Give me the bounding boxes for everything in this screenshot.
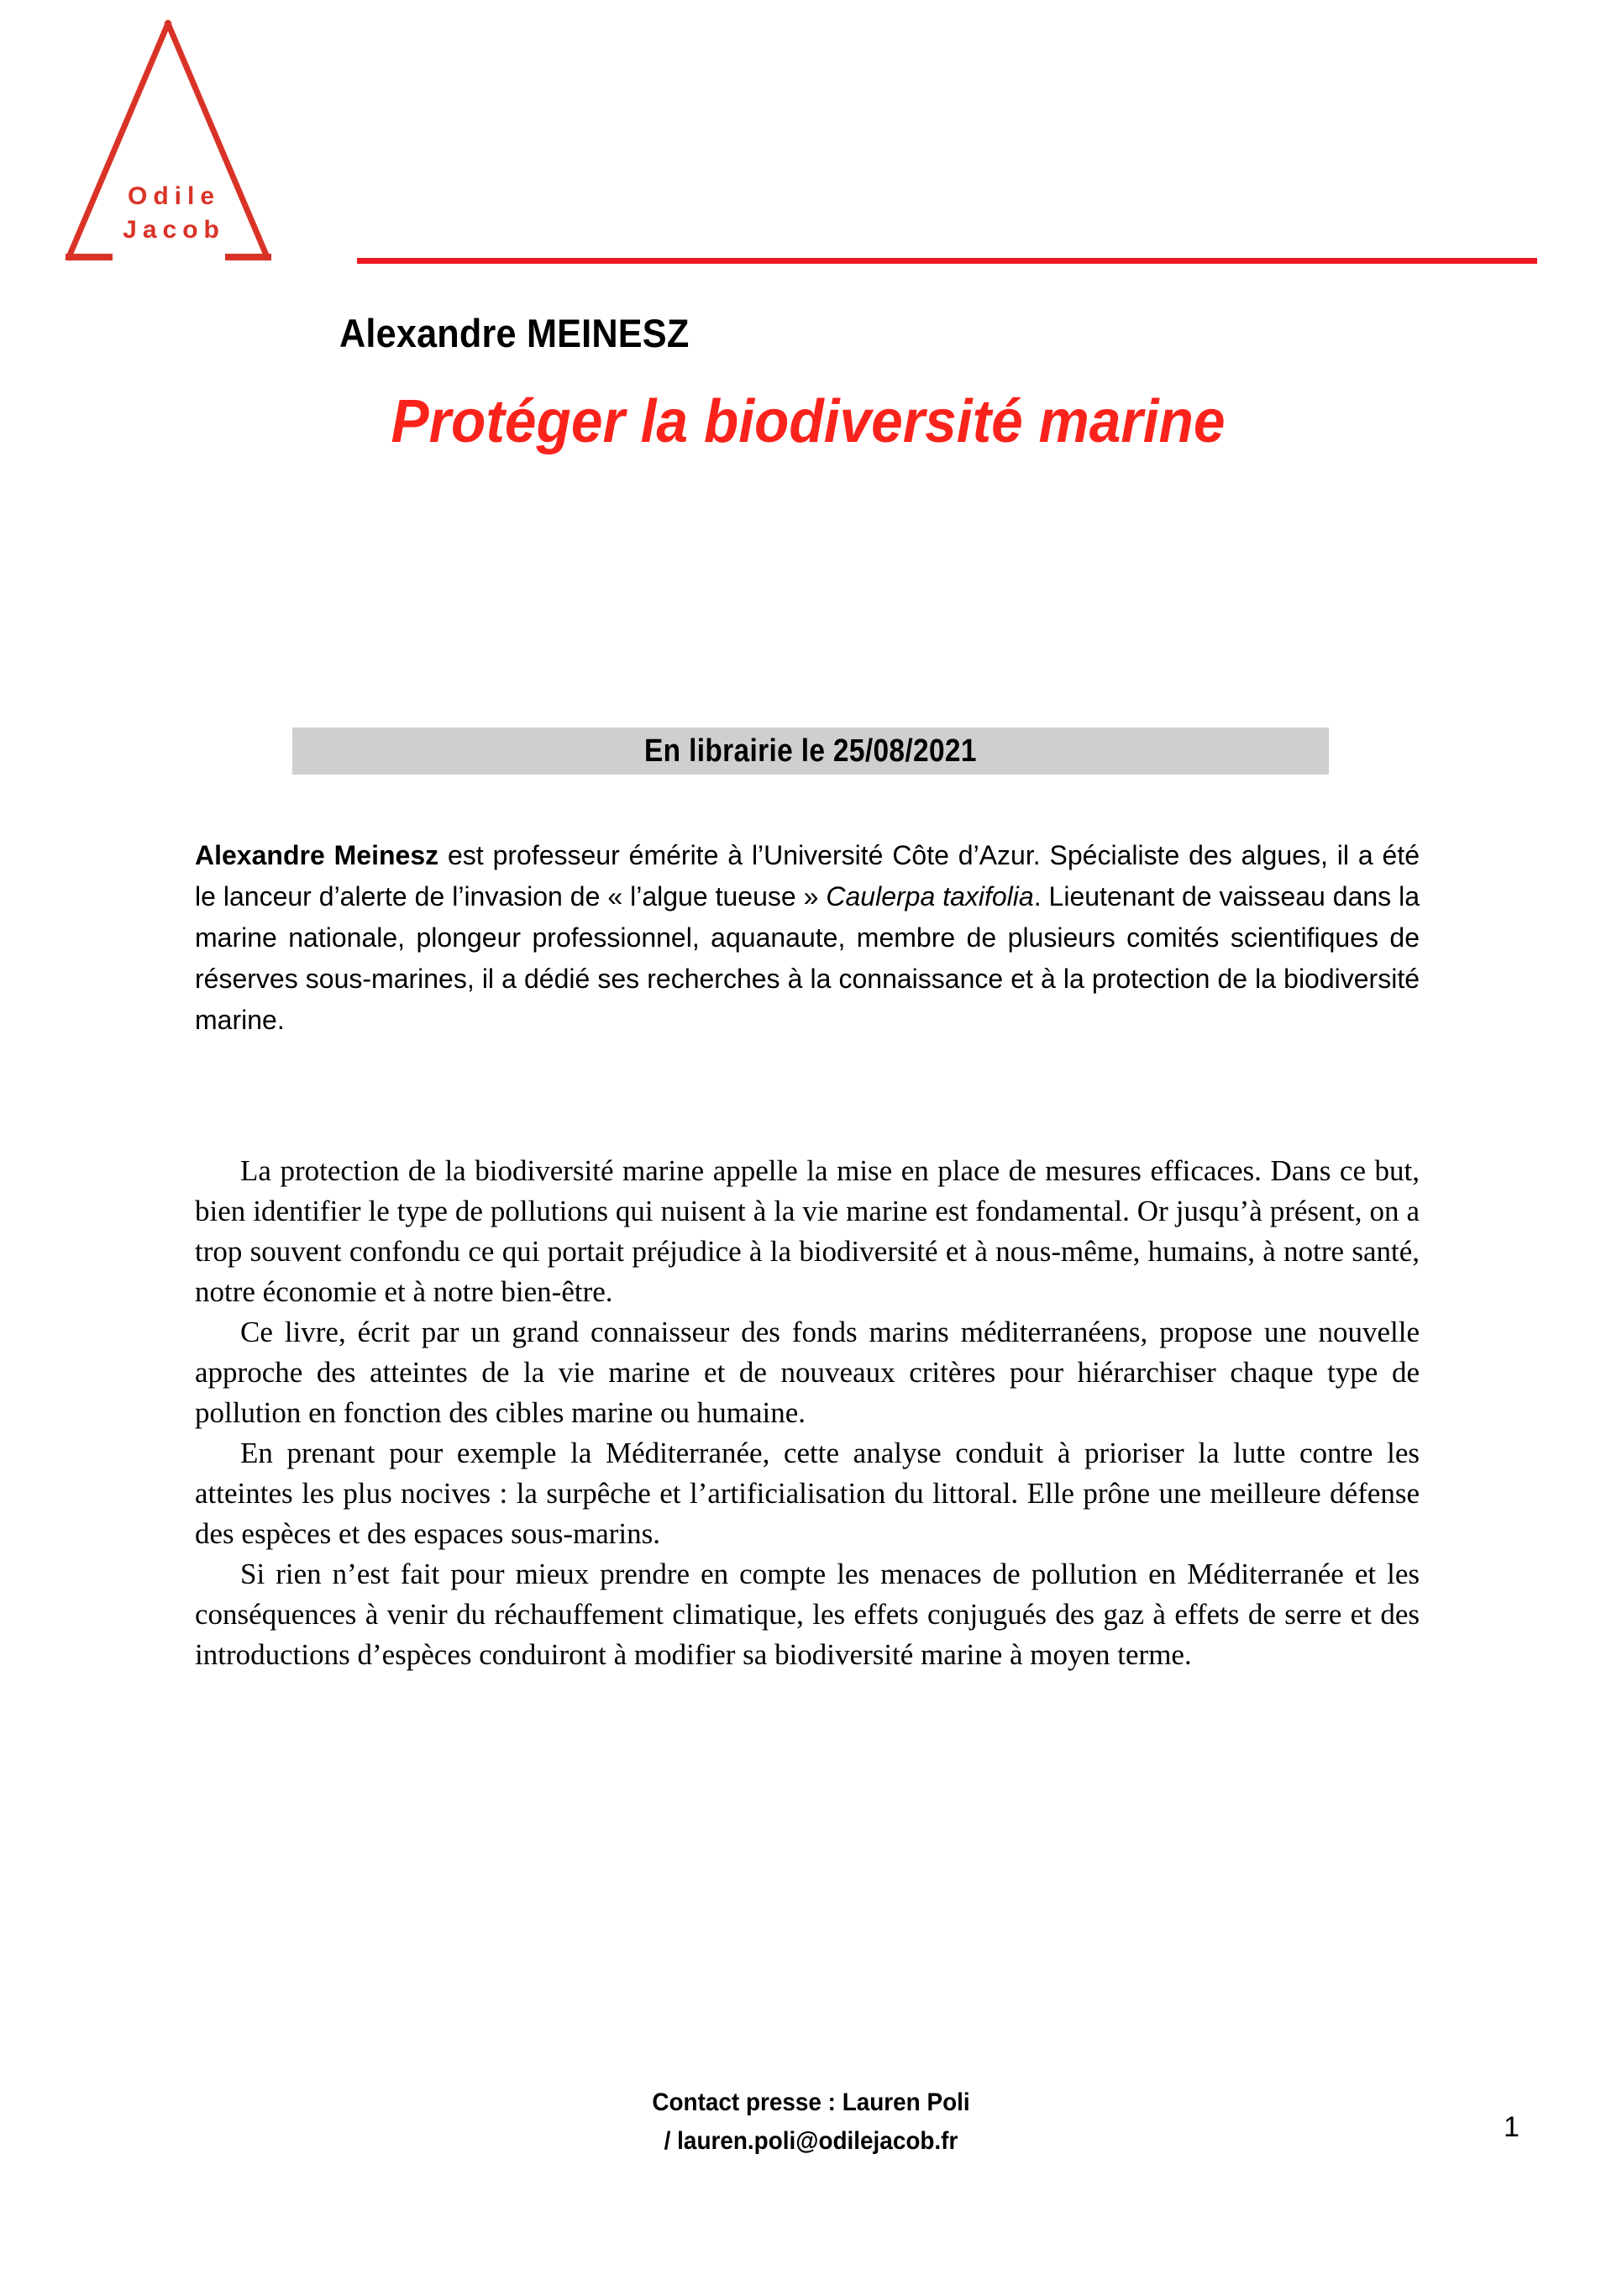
title-block	[195, 311, 1421, 456]
release-date-banner	[292, 728, 1329, 775]
publisher-logo-line1: Odile	[127, 182, 220, 210]
bio-segment-2: . Lieutenant de vaisseau dans la marine nationale, plongeur professionnel, aquanaute, membre de plusieurs comités scientifiques de réserves sous-marines, il a dédié ses recherches à la connaissance et à la protection de la biodiversité marine.	[195, 881, 1420, 1035]
bio-segment-1: est professeur émérite à l’Université Côte d’Azur. Spécialiste des algues, il a été le lanceur d’alerte de l’invasion de « l’algue tueuse »	[195, 840, 1420, 912]
publisher-logo	[60, 15, 346, 267]
body-paragraph: Ce livre, écrit par un grand connaisseur des fonds marins méditerranéens, propose une nouvelle approche des atteintes de la vie marine et de nouveaux critères pour hiérarchiser chaque type de pollution en fonction des cibles marine ou humaine.	[195, 1316, 1420, 1429]
bio-author-name: Alexandre Meinesz	[195, 840, 439, 870]
author-name: Alexandre MEINESZ	[339, 311, 690, 355]
book-description	[195, 1151, 1420, 1675]
body-paragraph: La protection de la biodiversité marine appelle la mise en place de mesures efficaces. Dans ce but, bien identifier le type de pollutions qui nuisent à la vie marine est fondamental. Or jusqu’à présent, on a trop souvent confondu ce qui portait préjudice à la biodiversité et à nous-même, humains, à notre santé, notre économie et à notre bien-être.	[195, 1154, 1420, 1308]
header-divider-rule	[357, 258, 1537, 264]
bio-species-name: Caulerpa taxifolia	[826, 881, 1034, 912]
book-title: Protéger la biodiversité marine	[391, 388, 1226, 456]
release-date-label: En librairie le 25/08/2021	[644, 733, 977, 769]
publisher-logo-wordmark	[94, 180, 254, 247]
press-contact-name: Contact presse : Lauren Poli	[652, 2088, 970, 2116]
publisher-logo-line2: Jacob	[123, 216, 225, 244]
page-number: 1	[1504, 2111, 1520, 2143]
press-contact-email[interactable]: / lauren.poli@odilejacob.fr	[664, 2127, 958, 2155]
body-paragraph: En prenant pour exemple la Méditerranée, cette analyse conduit à prioriser la lutte contre les atteintes les plus nocives : la surpêche et l’artificialisation du littoral. Elle prône une meilleure défense des espèces et des espaces sous-marins.	[195, 1437, 1420, 1550]
press-contact-block	[57, 2083, 1566, 2161]
body-paragraph: Si rien n’est fait pour mieux prendre en compte les menaces de pollution en Méditerranée et les conséquences à venir du réchauffement climatique, les effets conjugués des gaz à effets de serre et des introductions d’espèces conduiront à modifier sa biodiversité marine à moyen terme.	[195, 1558, 1420, 1671]
document-header	[0, 0, 1622, 277]
author-bio-paragraph	[195, 835, 1420, 1041]
document-footer	[0, 2083, 1622, 2161]
